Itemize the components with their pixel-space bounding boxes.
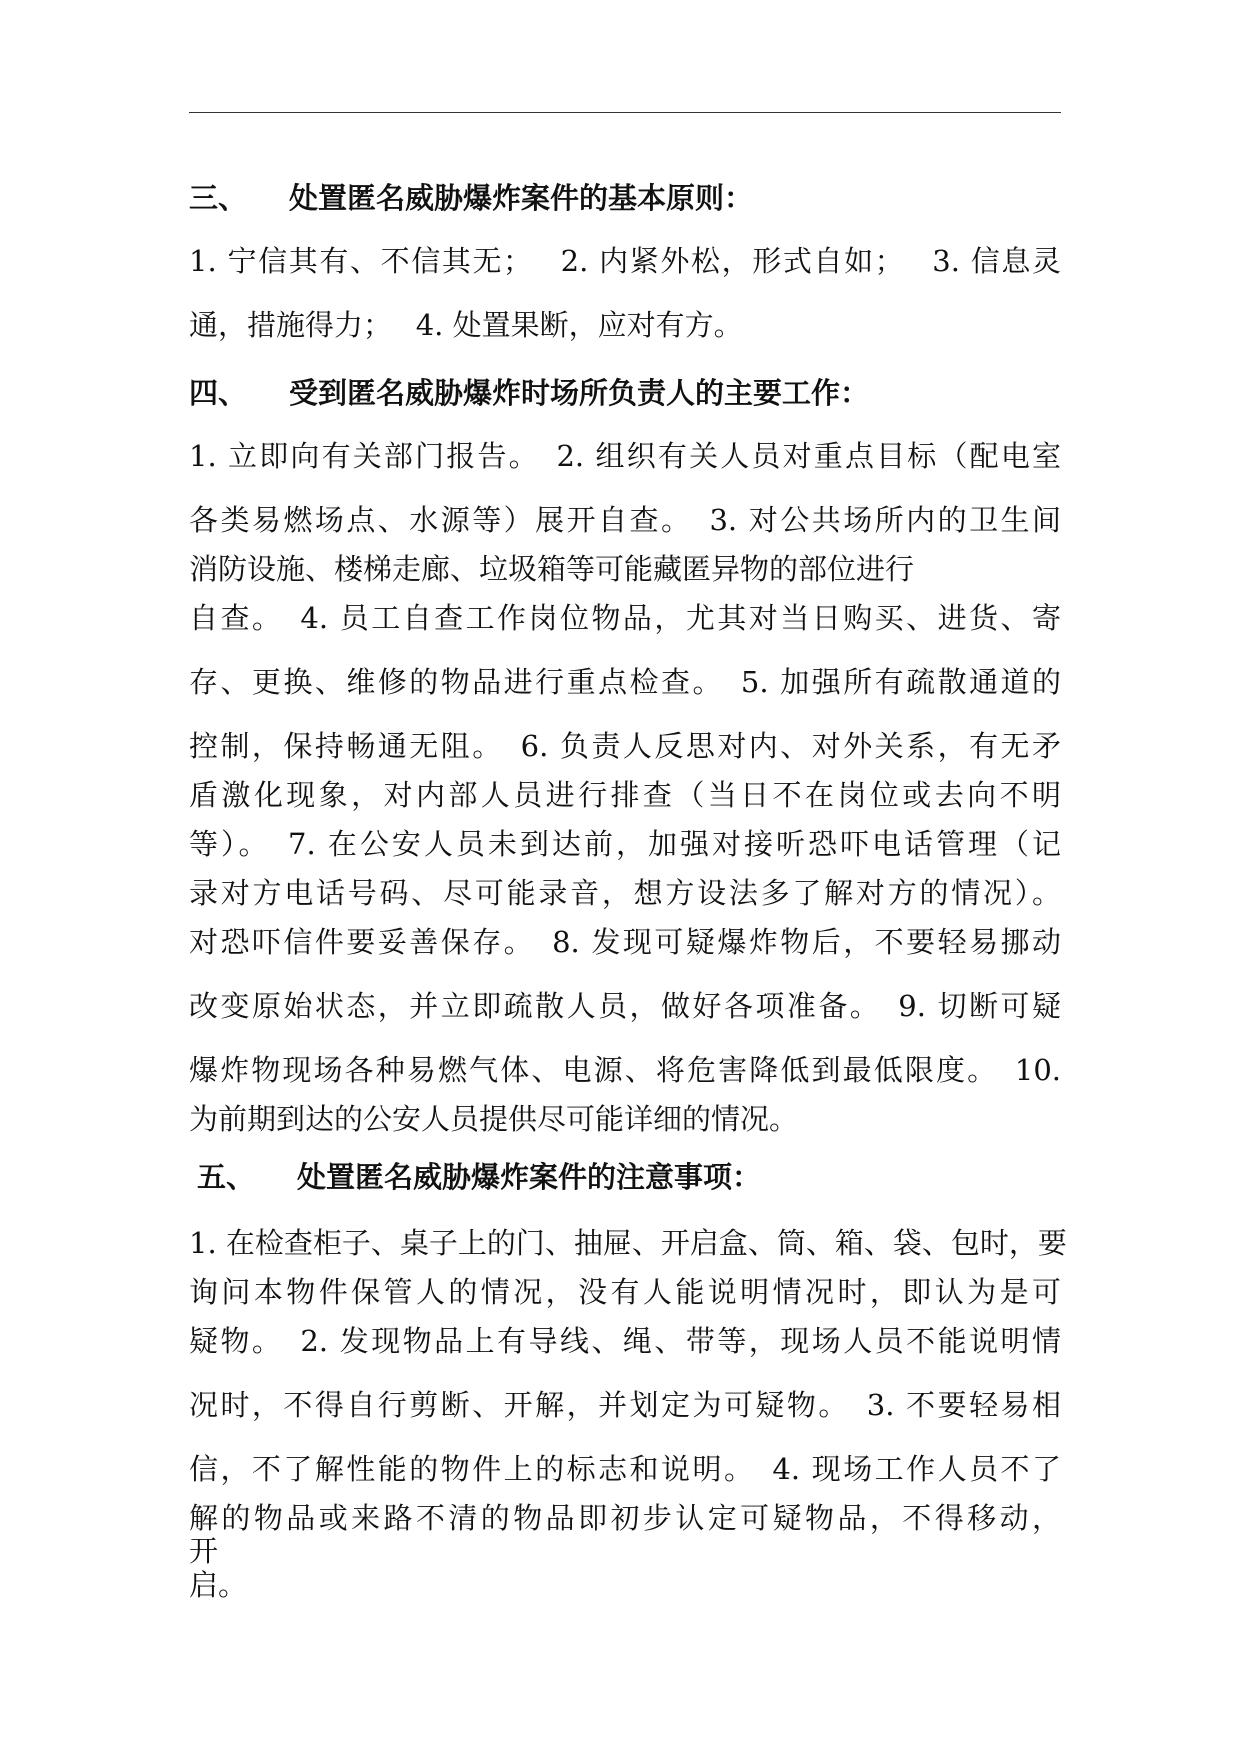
section-5-line-2: 询问本物件保管人的情况，没有人能说明情况时，即认为是可: [189, 1275, 1061, 1309]
section-4-heading: [189, 375, 869, 411]
section-3-line-1: 1. 宁信其有、不信其无； 2. 内紧外松，形式自如； 3. 信息灵: [189, 244, 1061, 278]
section-4-line-11: 改变原始状态，并立即疏散人员，做好各项准备。 9. 切断可疑: [189, 989, 1061, 1023]
section-3-heading: [189, 180, 753, 216]
section-4-line-9: 录对方电话号码、尽可能录音，想方设法多了解对方的情况）。: [189, 876, 1061, 910]
section-4-line-6: 控制，保持畅通无阻。 6. 负责人反思对内、对外关系，有无矛: [189, 729, 1061, 763]
section-4-title: 受到匿名威胁爆炸时场所负责人的主要工作：: [289, 376, 870, 410]
section-4-line-10: 对恐吓信件要妥善保存。 8. 发现可疑爆炸物后，不要轻易挪动: [189, 925, 1061, 959]
section-4-line-4: 自查。 4. 员工自查工作岗位物品，尤其对当日购买、进货、寄: [189, 601, 1061, 635]
section-3-number: 三、: [189, 181, 248, 215]
section-5-line-8: 启。: [189, 1568, 248, 1602]
section-4-line-2: 各类易燃场点、水源等）展开自查。 3. 对公共场所内的卫生间: [189, 503, 1061, 537]
section-4-line-3: 消防设施、楼梯走廊、垃圾箱等可能藏匿异物的部位进行: [189, 552, 915, 586]
header-rule: [189, 112, 1061, 113]
section-5-line-7: 开: [189, 1534, 219, 1568]
section-5-number: 五、: [197, 1160, 256, 1194]
section-3-title: 处置匿名威胁爆炸案件的基本原则：: [289, 181, 754, 215]
section-5-title: 处置匿名威胁爆炸案件的注意事项：: [297, 1160, 762, 1194]
section-5-line-1: 1. 在检查柜子、桌子上的门、抽屉、开启盒、筒、箱、袋、包时，要: [189, 1226, 1067, 1260]
section-4-line-8: 等）。 7. 在公安人员未到达前，加强对接听恐吓电话管理（记: [189, 827, 1061, 861]
section-5-line-6: 解的物品或来路不清的物品即初步认定可疑物品，不得移动，: [189, 1501, 1061, 1535]
section-5-line-4: 况时，不得自行剪断、开解，并划定为可疑物。 3. 不要轻易相: [189, 1388, 1061, 1422]
section-4-number: 四、: [189, 376, 248, 410]
section-3-line-2: 通，措施得力； 4. 处置果断，应对有方。: [189, 308, 743, 342]
section-4-line-1: 1. 立即向有关部门报告。 2. 组织有关人员对重点目标（配电室: [189, 439, 1061, 473]
section-4-line-12: 爆炸物现场各种易燃气体、电源、将危害降低到最低限度。 10.: [189, 1053, 1061, 1087]
section-5-line-5: 信，不了解性能的物件上的标志和说明。 4. 现场工作人员不了: [189, 1452, 1061, 1486]
section-4-line-13: 为前期到达的公安人员提供尽可能详细的情况。: [189, 1102, 799, 1136]
section-4-line-5: 存、更换、维修的物品进行重点检查。 5. 加强所有疏散通道的: [189, 665, 1061, 699]
section-5-heading: [197, 1159, 761, 1195]
section-4-line-7: 盾激化现象，对内部人员进行排查（当日不在岗位或去向不明: [189, 778, 1061, 812]
section-5-line-3: 疑物。 2. 发现物品上有导线、绳、带等，现场人员不能说明情: [189, 1324, 1061, 1358]
